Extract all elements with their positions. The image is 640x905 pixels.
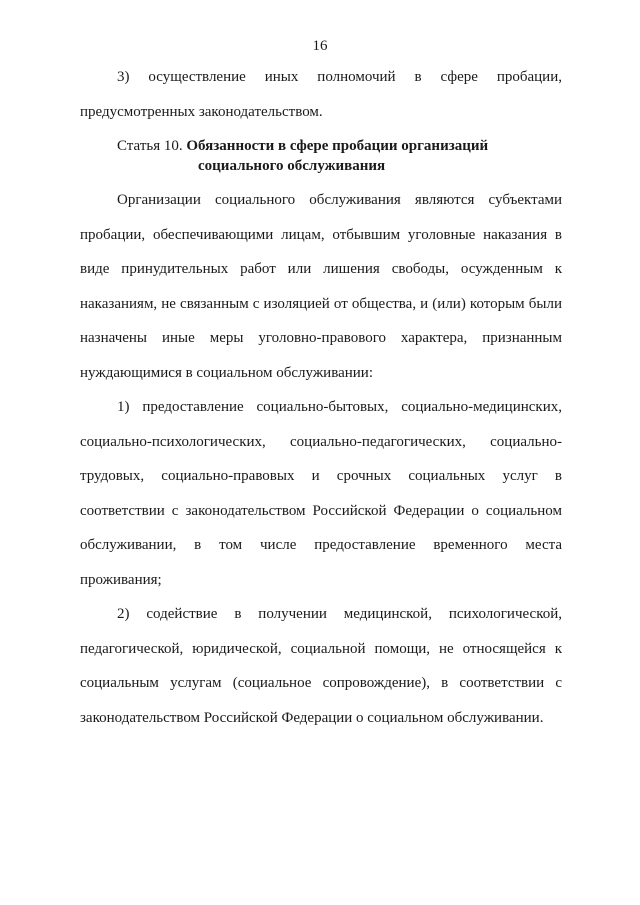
page-number: 16	[312, 38, 328, 54]
paragraph-item-2: 2) содействие в получении медицинской, психологической, педагогической, юридической, социальной помощи, не относящейся к социальным услугам (социальное сопровождение), в соответствии с законодательством Российской Федерации о социальном обслуживании.	[80, 606, 562, 726]
article-heading	[80, 129, 562, 183]
paragraph-item-3: 3) осуществление иных полномочий в сфере пробации, предусмотренных законодательством.	[80, 69, 562, 120]
article-title: Обязанности в сфере пробации организаций социального обслуживания	[186, 138, 489, 174]
article-intro-paragraph: Организации социального обслуживания являются субъектами пробации, обеспечивающими лицам, отбывшим уголовные наказания в виде принудительных работ или лишения свободы, осужденным к наказаниям, не связанным с изоляцией от общества, и (или) которым были назначены иные меры уголовно-правового характера, признанным нуждающимися в социальном обслуживании:	[80, 192, 562, 381]
document-body	[80, 60, 562, 735]
paragraph-item-1: 1) предоставление социально-бытовых, социально-медицинских, социально-психологических, социально-педагогических, социально-трудовых, социально-правовых и срочных социальных услуг в соответствии с законодательством Российской Федерации о социальном обслуживании, в том числе предоставление временного места проживания;	[80, 399, 562, 588]
article-label: Статья 10.	[117, 138, 183, 154]
